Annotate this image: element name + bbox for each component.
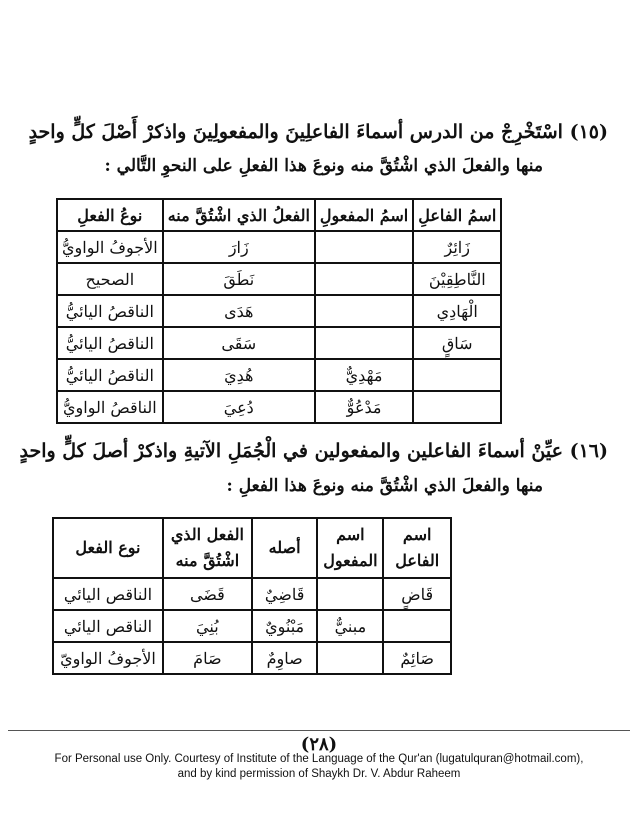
exercise-16-instruction: منها والفعلَ الذي اشْتُقَّ منه ونوعَ هذا الفعلِ : bbox=[226, 476, 543, 496]
cell-passive-participle bbox=[317, 578, 383, 610]
footer-line-2: and by kind permission of Shaykh Dr. V. Abdur Raheem bbox=[177, 767, 461, 780]
cell-passive-participle: مَهْدِيٌّ bbox=[315, 359, 413, 391]
cell-passive-participle bbox=[317, 642, 383, 674]
table-header-row bbox=[53, 518, 451, 578]
cell-active-participle: زَائِرٌ bbox=[413, 231, 501, 263]
table-header-row bbox=[57, 199, 501, 231]
header-active-participle: اسم الفاعل bbox=[383, 518, 451, 578]
table-row bbox=[57, 231, 501, 263]
header-original-form: أصله bbox=[252, 518, 318, 578]
cell-active-participle: سَاقٍ bbox=[413, 327, 501, 359]
cell-passive-participle: مبنيٌّ bbox=[317, 610, 383, 642]
cell-root-verb: بُنِيَ bbox=[163, 610, 252, 642]
cell-original-form: قَاضِيٌ bbox=[252, 578, 318, 610]
cell-active-participle: الْهَادِي bbox=[413, 295, 501, 327]
cell-verb-type: الناقصُ الواويُّ bbox=[57, 391, 163, 423]
cell-verb-type: الأجوفُ الواويُّ bbox=[57, 231, 163, 263]
cell-passive-participle: مَدْعُوٌّ bbox=[315, 391, 413, 423]
cell-active-participle bbox=[413, 359, 501, 391]
exercise-15-title: (١٥) اسْتَخْرِجْ من الدرس أسماءَ الفاعلِينَ والمفعولِينَ واذكرْ أَصْلَ كلٍّ واحدٍ bbox=[28, 121, 608, 143]
cell-verb-type: الناقصُ اليائيُّ bbox=[57, 359, 163, 391]
footer-divider bbox=[8, 730, 630, 731]
cell-verb-type: الناقصُ اليائيُّ bbox=[57, 295, 163, 327]
cell-passive-participle bbox=[315, 231, 413, 263]
header-root-verb: الفعل الذي اشْتُقَّ منه bbox=[163, 518, 252, 578]
table-row bbox=[53, 642, 451, 674]
header-active-participle: اسمُ الفاعلِ bbox=[413, 199, 501, 231]
page-number: (٢٨) bbox=[300, 734, 338, 755]
cell-root-verb: دُعِيَ bbox=[163, 391, 315, 423]
table-row bbox=[57, 263, 501, 295]
cell-active-participle: النَّاطِقِيْنَ bbox=[413, 263, 501, 295]
cell-verb-type: الناقص اليائي bbox=[53, 610, 163, 642]
exercise-16-table bbox=[52, 517, 452, 675]
table-row bbox=[57, 391, 501, 423]
cell-original-form: مَبْنُويٌ bbox=[252, 610, 318, 642]
cell-active-participle: قَاضٍ bbox=[383, 578, 451, 610]
cell-verb-type: الناقصُ اليائيُّ bbox=[57, 327, 163, 359]
cell-verb-type: الناقص اليائي bbox=[53, 578, 163, 610]
header-verb-type: نوع الفعل bbox=[53, 518, 163, 578]
exercise-15-table bbox=[56, 198, 502, 424]
header-verb-type: نوعُ الفعلِ bbox=[57, 199, 163, 231]
cell-root-verb: زَارَ bbox=[163, 231, 315, 263]
cell-active-participle: صَائِمٌ bbox=[383, 642, 451, 674]
exercise-15-instruction: منها والفعلَ الذي اشْتُقَّ منه ونوعَ هذا الفعلِ على النحوِ التَّالي : bbox=[104, 156, 543, 176]
cell-root-verb: صَامَ bbox=[163, 642, 252, 674]
header-passive-participle: اسم المفعول bbox=[317, 518, 383, 578]
cell-verb-type: الأجوفُ الواويّ bbox=[53, 642, 163, 674]
cell-root-verb: نَطَقَ bbox=[163, 263, 315, 295]
table-row bbox=[53, 610, 451, 642]
header-passive-participle: اسمُ المفعولِ bbox=[315, 199, 413, 231]
cell-active-participle bbox=[383, 610, 451, 642]
cell-root-verb: هَدَى bbox=[163, 295, 315, 327]
header-root-verb: الفعلُ الذي اشْتُقَّ منه bbox=[163, 199, 315, 231]
cell-root-verb: سَقَى bbox=[163, 327, 315, 359]
cell-verb-type: الصحيح bbox=[57, 263, 163, 295]
table-row bbox=[57, 359, 501, 391]
exercise-16-title: (١٦) عيِّنْ أسماءَ الفاعلين والمفعولين في الْجُمَلِ الآتيةِ واذكرْ أصلَ كلٍّ واحدٍ bbox=[19, 440, 608, 462]
cell-root-verb: قَضَى bbox=[163, 578, 252, 610]
table-row bbox=[57, 295, 501, 327]
footer-line-1: For Personal use Only. Courtesy of Institute of the Language of the Qur'an (lugatulquran@hotmail.com), bbox=[54, 753, 584, 765]
table-row bbox=[53, 578, 451, 610]
footer-credit bbox=[0, 752, 638, 782]
cell-original-form: صاوِمٌ bbox=[252, 642, 318, 674]
cell-passive-participle bbox=[315, 327, 413, 359]
cell-active-participle bbox=[413, 391, 501, 423]
table-row bbox=[57, 327, 501, 359]
cell-passive-participle bbox=[315, 295, 413, 327]
cell-root-verb: هُدِيَ bbox=[163, 359, 315, 391]
cell-passive-participle bbox=[315, 263, 413, 295]
